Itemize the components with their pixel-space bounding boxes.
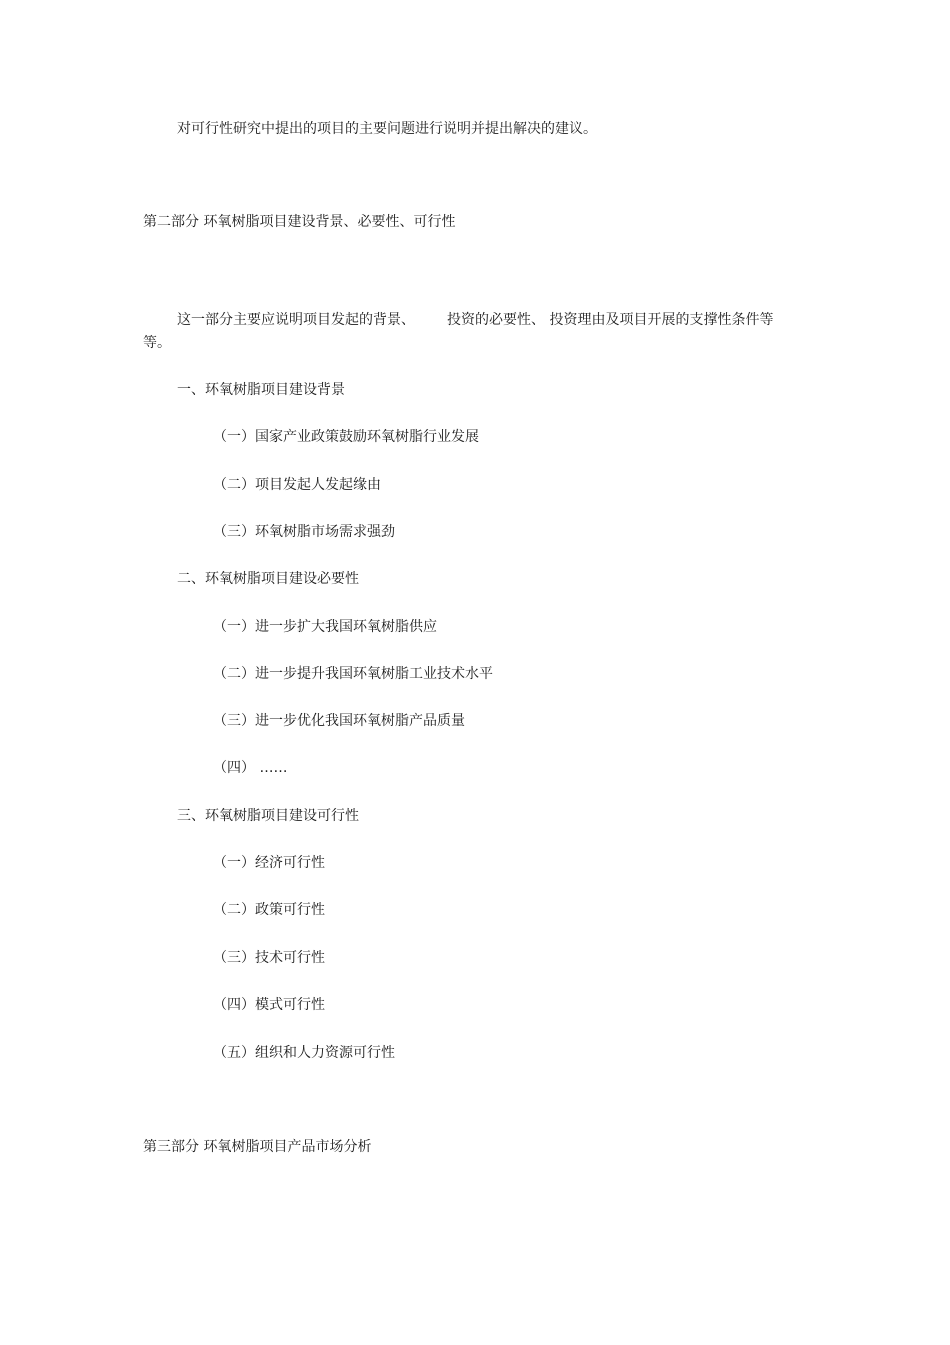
- section-1-title: 一、环氧树脂项目建设背景: [177, 382, 345, 398]
- section-3-item-2: （二）政策可行性: [213, 902, 325, 918]
- section-1-item-2: （二）项目发起人发起缘由: [213, 477, 381, 493]
- part2-paragraph: [143, 309, 793, 355]
- section-2-title: 二、环氧树脂项目建设必要性: [177, 571, 359, 587]
- section-3-item-4: （四）模式可行性: [213, 997, 325, 1013]
- part2-heading: 第二部分 环氧树脂项目建设背景、必要性、可行性: [143, 214, 456, 230]
- section-1-item-1: （一）国家产业政策鼓励环氧树脂行业发展: [213, 429, 479, 445]
- section-2-item-2: （二）进一步提升我国环氧树脂工业技术水平: [213, 666, 493, 682]
- section-3-item-5: （五）组织和人力资源可行性: [213, 1045, 395, 1061]
- section-2-item-1: （一）进一步扩大我国环氧树脂供应: [213, 619, 437, 635]
- section-3-title: 三、环氧树脂项目建设可行性: [177, 808, 359, 824]
- section-3-item-1: （一）经济可行性: [213, 855, 325, 871]
- section-2-item-3: （三）进一步优化我国环氧树脂产品质量: [213, 713, 465, 729]
- intro-line: 对可行性研究中提出的项目的主要问题进行说明并提出解决的建议。: [177, 121, 597, 137]
- section-3-item-3: （三）技术可行性: [213, 950, 325, 966]
- section-1-item-3: （三）环氧树脂市场需求强劲: [213, 524, 395, 540]
- part2-paragraph-b: 投资的必要性、 投资理由及项目开展的支撑性条件等等。: [143, 312, 774, 351]
- part3-heading: 第三部分 环氧树脂项目产品市场分析: [143, 1139, 372, 1155]
- section-2-item-4: （四） ……: [213, 760, 288, 776]
- part2-paragraph-a: 这一部分主要应说明项目发起的背景、: [177, 312, 415, 328]
